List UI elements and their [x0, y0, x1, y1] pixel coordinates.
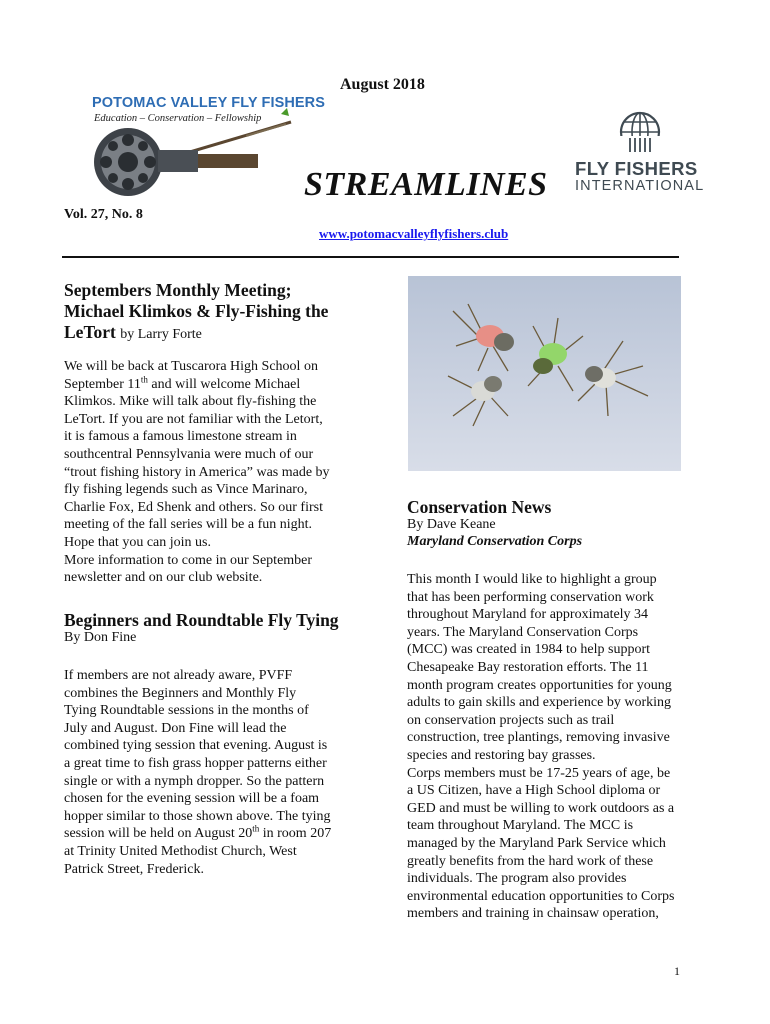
meeting-title-line: Septembers Monthly Meeting;	[64, 280, 292, 300]
body-line: Chesapeake Bay restoration efforts. The 11	[407, 659, 649, 675]
body-line: We will be back at Tuscarora High School on	[64, 359, 318, 374]
header-divider	[62, 256, 679, 258]
body-line: southcentral Pennsylvania were much of our	[64, 446, 314, 462]
body-line: If members are not already aware, PVFF	[64, 668, 293, 683]
body-line: Patrick Street, Frederick.	[64, 861, 204, 877]
conservation-article-body	[407, 571, 703, 923]
newsletter-masthead: STREAMLINES	[304, 166, 548, 203]
body-line: GED and must be willing to work outdoors as a	[407, 800, 675, 816]
body-line: More information to come in our September	[64, 552, 313, 568]
body-line: managed by the Maryland Park Service which	[407, 835, 666, 851]
club-tagline: Education – Conservation – Fellowship	[94, 113, 262, 124]
body-line: July and August. Don Fine will lead the	[64, 720, 287, 736]
body-line: species and restoring bay grasses.	[407, 747, 596, 763]
partner-logo-line1: FLY FISHERS	[575, 158, 698, 179]
club-name: POTOMAC VALLEY FLY FISHERS	[92, 95, 326, 111]
body-line: hopper similar to those shown above. The tying	[64, 808, 331, 824]
body-line: members and training in chainsaw operation,	[407, 906, 659, 922]
body-line: session will be held on August 20th in room 207	[64, 823, 332, 842]
body-line: meeting of the fall series will be a fun night.	[64, 517, 313, 533]
body-line: LeTort. If you are not familiar with the Letort,	[64, 411, 323, 427]
meeting-title-line: LeTort	[64, 322, 116, 342]
foam-hopper-flies-photo	[408, 276, 681, 471]
body-line: team throughout Maryland. The MCC is	[407, 818, 634, 834]
beginners-article-body	[64, 667, 360, 878]
issue-date: August 2018	[340, 76, 425, 93]
body-line: Hope that you can join us.	[64, 534, 211, 550]
conservation-byline: By Dave Keane	[407, 517, 496, 532]
body-line: greatly benefits from the hard work of these	[407, 853, 654, 869]
meeting-article-body	[64, 358, 360, 587]
body-line: adults to gain skills and experience by working	[407, 695, 671, 711]
body-line: fly fishing legends such as Vince Marinaro,	[64, 482, 308, 498]
body-line: newsletter and on our club website.	[64, 570, 263, 586]
volume-number: Vol. 27, No. 8	[64, 207, 143, 222]
body-line: years. The Maryland Conservation Corps	[407, 624, 639, 640]
meeting-title-line: Michael Klimkos & Fly-Fishing the	[64, 301, 329, 321]
beginners-byline: By Don Fine	[64, 630, 137, 645]
partner-logo-line2: INTERNATIONAL	[575, 178, 705, 194]
body-line: “trout fishing history in America” was made by	[64, 464, 330, 480]
conservation-subtitle: Maryland Conservation Corps	[407, 534, 583, 549]
body-line: construction, tree plantings, removing invasive	[407, 730, 670, 746]
body-line: it is famous a famous limestone stream in	[64, 429, 297, 445]
body-line: Charlie Fox, Ed Shenk and others. So our first	[64, 499, 323, 515]
body-line: combines the Beginners and Monthly Fly	[64, 685, 297, 701]
body-line: throughout Maryland for approximately 34	[407, 607, 649, 623]
body-line: chosen for the evening session will be a foam	[64, 791, 320, 807]
body-line: Klimkos. Mike will talk about fly-fishing the	[64, 394, 317, 410]
website-link[interactable]: www.potomacvalleyflyfishers.club	[319, 226, 509, 241]
body-line: (MCC) was created in 1984 to help support	[407, 642, 651, 658]
body-line: combined tying session that evening. August is	[64, 738, 328, 754]
body-line: individuals. The program also provides	[407, 871, 627, 887]
body-line: environmental education opportunities to Corps	[407, 888, 675, 904]
body-line: that has been performing conservation work	[407, 589, 654, 605]
conservation-article-title: Conservation News	[407, 497, 552, 517]
body-line: This month I would like to highlight a group	[407, 572, 657, 587]
body-line: single or with a nymph dropper. So the pattern	[64, 773, 325, 789]
body-line: a US Citizen, have a High School diploma or	[407, 783, 661, 799]
beginners-article-title: Beginners and Roundtable Fly Tying	[64, 610, 339, 630]
body-line: a great time to fish grass hopper patterns either	[64, 755, 327, 771]
body-line: month program creates opportunities for young	[407, 677, 672, 693]
page-number: 1	[674, 964, 680, 978]
body-line: Corps members must be 17-25 years of age, be	[407, 765, 671, 781]
body-line: on conservation projects such as trail	[407, 712, 615, 728]
meeting-byline: by Larry Forte	[120, 327, 202, 342]
body-line: Tying Roundtable sessions in the months of	[64, 703, 309, 719]
meeting-article-title	[64, 280, 364, 345]
body-line: at Trinity United Methodist Church, West	[64, 843, 297, 859]
body-line: September 11th and will welcome Michael	[64, 373, 301, 392]
